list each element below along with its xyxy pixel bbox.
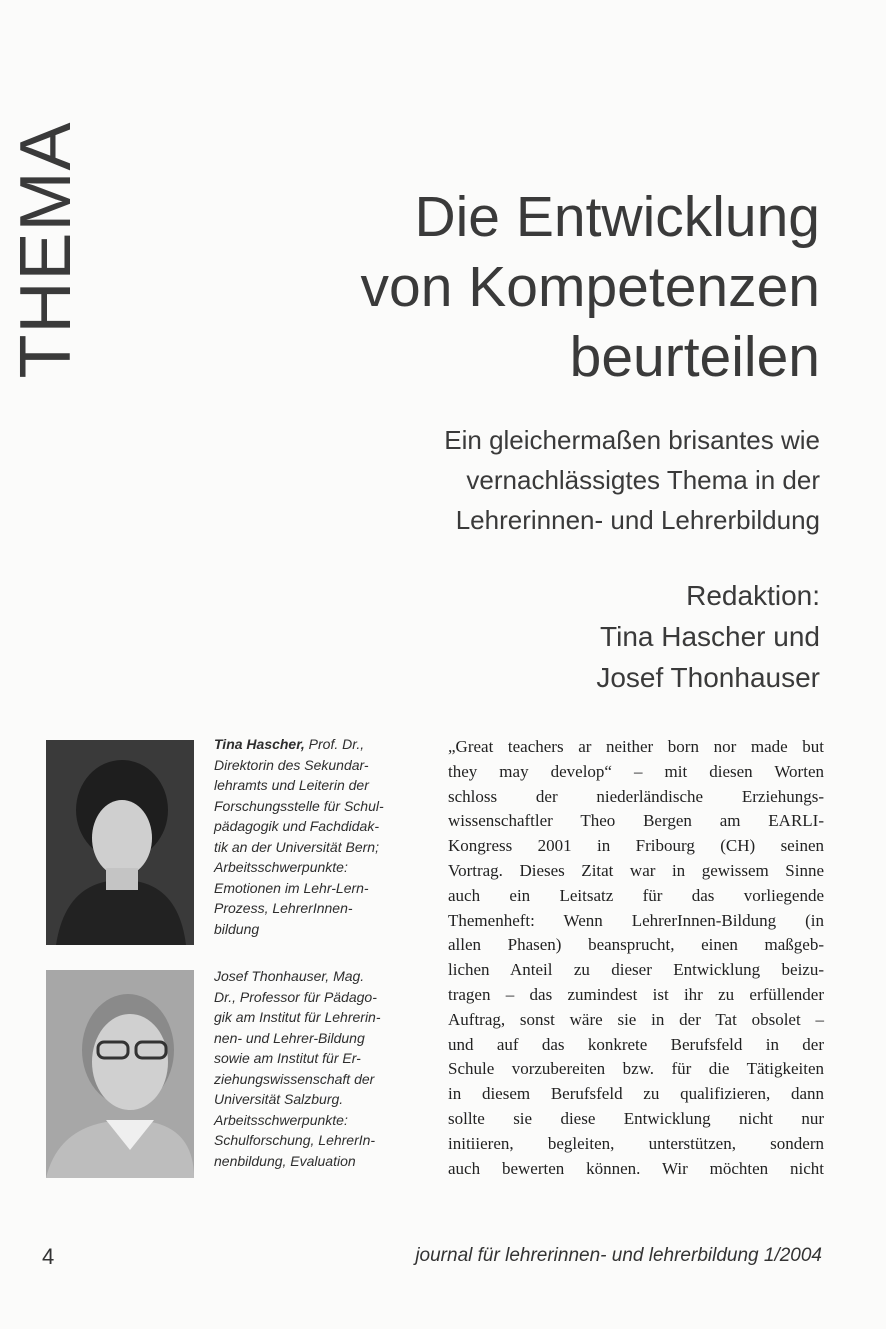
section-label (6, 100, 86, 400)
body-line: sollte sie diese Entwicklung nicht nur (448, 1108, 824, 1128)
body-line: und auf das konkrete Berufsfeld in der (448, 1034, 824, 1054)
body-line: in diesem Berufsfeld zu qualifizieren, dann (448, 1084, 824, 1104)
bio-line: bildung (214, 920, 260, 937)
subtitle-line: vernachlässigtes Thema in der (466, 465, 820, 495)
bio-line: Dr., Professor für Pädago- (214, 988, 377, 1005)
editors-block (420, 575, 820, 698)
body-line: Auftrag, sonst wäre sie in der Tat obsolet – (448, 1009, 824, 1029)
body-line: wissenschaftler Theo Bergen am EARLI- (448, 811, 824, 831)
body-line: initiieren, begleiten, unterstützen, sondern (448, 1133, 824, 1153)
bio-line: nen- und Lehrer-Bildung (214, 1029, 365, 1046)
subtitle-line: Ein gleichermaßen brisantes wie (444, 425, 820, 455)
bio-line: Josef Thonhauser, Mag. (214, 968, 365, 984)
author-photo-thonhauser (46, 970, 194, 1178)
bio-line: Universität Salzburg. (214, 1091, 344, 1107)
bio-line: nenbildung, Evaluation (214, 1152, 356, 1169)
bio-line: Prof. Dr., (304, 736, 365, 752)
bio-line: lehramts und Leiterin der (214, 777, 369, 793)
article-body (448, 735, 824, 1181)
bio-line: Prozess, LehrerInnen- (214, 900, 353, 916)
title-line: von Kompetenzen (360, 255, 820, 319)
journal-footer: journal für lehrerinnen- und lehrerbildung 1/2004 (415, 1245, 822, 1266)
article-title (200, 182, 820, 392)
bio-line: pädagogik und Fachdidak- (214, 818, 380, 834)
body-line: Vortrag. Dieses Zitat war in gewissem Sinne (448, 860, 824, 880)
body-line: they may develop“ – mit diesen Worten (448, 761, 824, 781)
editors-line: Redaktion: (686, 580, 820, 611)
title-line: beurteilen (569, 325, 820, 389)
page-number: 4 (42, 1244, 55, 1269)
body-line: allen Phasen) beansprucht, einen maßgeb- (448, 935, 824, 955)
body-line: schloss der niederländische Erziehungs- (448, 786, 824, 806)
body-line: lichen Anteil zu dieser Entwicklung beizu- (448, 960, 824, 980)
author-bio-thonhauser (214, 966, 414, 1171)
body-line: auch ein Leitsatz für das vorliegende (448, 885, 824, 905)
bio-line: ziehungswissenschaft der (214, 1070, 375, 1087)
bio-line: Arbeitsschwerpunkte: (214, 1111, 348, 1128)
bio-line: Direktorin des Sekundar- (214, 756, 369, 773)
bio-line: tik an der Universität Bern; (214, 838, 379, 855)
bio-line: gik am Institut für Lehrerin- (214, 1009, 381, 1025)
bio-line: Arbeitsschwerpunkte: (214, 859, 348, 875)
bio-line: Forschungsstelle für Schul- (214, 797, 384, 814)
article-subtitle (300, 420, 820, 540)
bio-line: Schulforschung, LehrerIn- (214, 1132, 376, 1148)
section-label-text: THEMA (6, 121, 86, 379)
bio-line: Emotionen im Lehr-Lern- (214, 879, 369, 896)
body-line: „Great teachers ar neither born nor made but (448, 737, 824, 756)
subtitle-line: Lehrerinnen- und Lehrerbildung (455, 505, 820, 535)
author-photo-hascher (46, 740, 194, 945)
title-line: Die Entwicklung (414, 185, 820, 249)
body-line: auch bewerten können. Wir möchten nicht (448, 1158, 824, 1178)
author-bio-hascher (214, 734, 414, 939)
bio-line: sowie am Institut für Er- (214, 1050, 361, 1066)
body-line: Schule vorzubereiten bzw. für die Tätigkeiten (448, 1059, 824, 1079)
body-line: tragen – das zumindest ist ihr zu erfüllender (448, 984, 824, 1004)
author-name: Tina Hascher, (214, 736, 305, 752)
editors-line: Tina Hascher und (600, 621, 820, 652)
editors-line: Josef Thonhauser (596, 662, 820, 693)
body-line: Kongress 2001 in Fribourg (CH) seinen (448, 836, 824, 856)
body-line: Themenheft: Wenn LehrerInnen-Bildung (in (448, 910, 824, 930)
